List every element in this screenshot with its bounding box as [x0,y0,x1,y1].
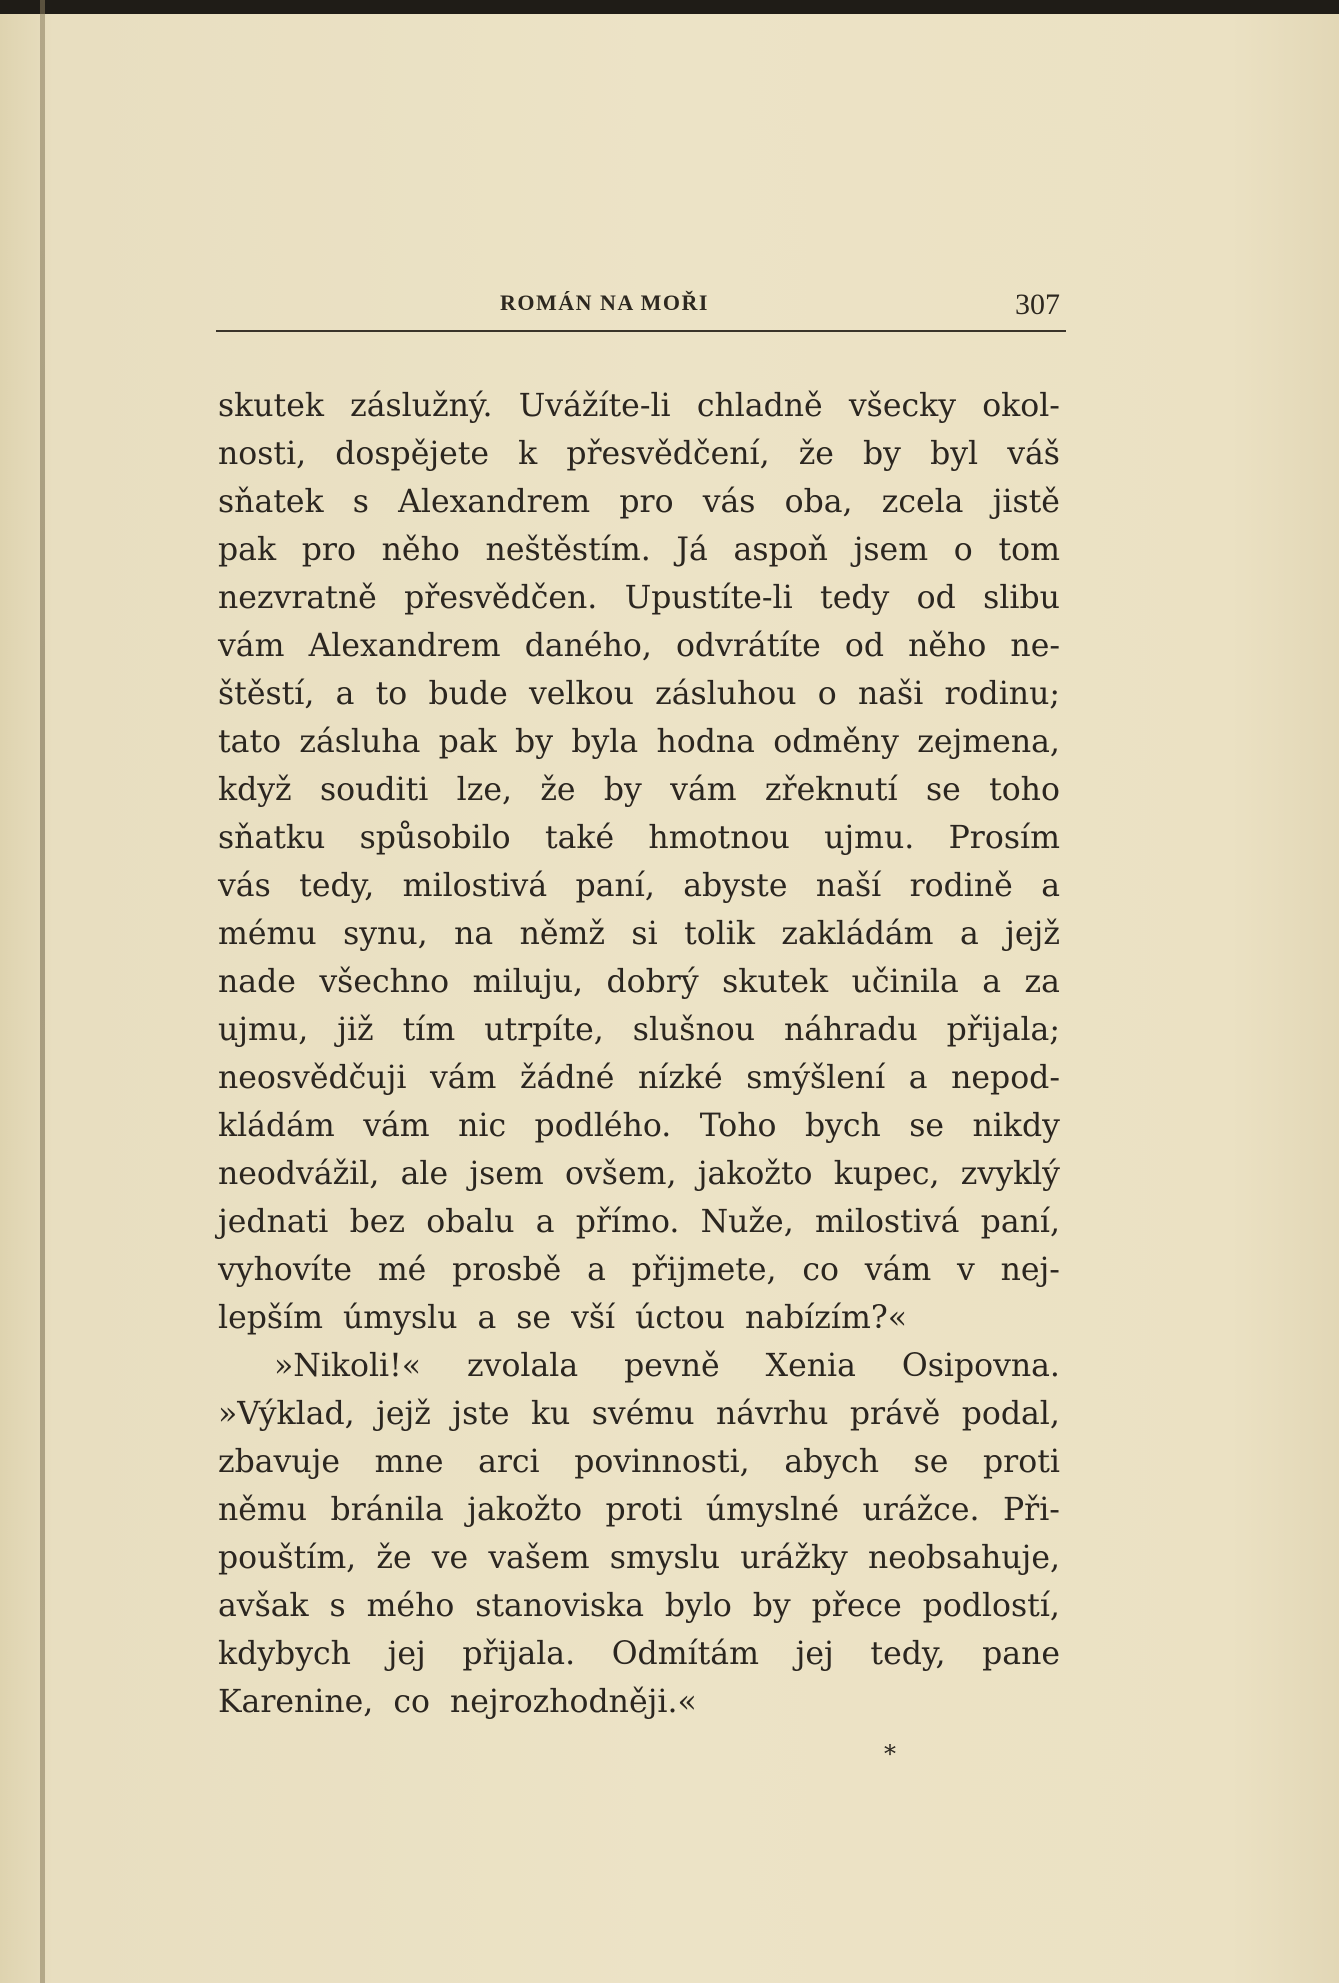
word: bych [804,1108,881,1144]
word: štěstí, [218,676,315,712]
word: podal, [961,1396,1060,1432]
word: přesvědčen. [404,580,598,616]
text-line [218,1438,1060,1486]
word: se [516,1300,552,1336]
word: mému [218,916,317,952]
word: bránila [330,1492,444,1528]
word: svému [591,1396,695,1432]
word: jej [387,1636,426,1672]
word: a [587,1252,606,1288]
word: úmyslné [705,1492,839,1528]
text-line [218,1630,1060,1678]
word: Nuže, [700,1204,794,1240]
word: vás [218,868,271,904]
word: urážce. [862,1492,980,1528]
word: to [375,676,408,712]
word: paní, [980,1204,1060,1240]
word: Karenine, [218,1684,374,1720]
word: smyslu [609,1540,721,1576]
word: jsem [469,1156,544,1192]
body-text [218,382,1060,1726]
word: tedy, [870,1636,946,1672]
word: chladně [696,388,823,424]
word: přijala; [946,1012,1060,1048]
word: dospějete [335,436,490,472]
word: vám [864,1252,932,1288]
word: úctou [635,1300,725,1336]
word: jakožto [697,1156,813,1192]
word: co [393,1684,430,1720]
word: ovšem, [565,1156,677,1192]
word: nezvratně [218,580,377,616]
word: a [335,676,355,712]
word: ujmu. [824,820,915,856]
word: byla [571,724,639,760]
word: něho [381,532,460,568]
word: »Výklad, [218,1396,355,1432]
word: zřeknutí [764,772,898,808]
word: ujmu, [218,1012,309,1048]
text-line [218,958,1060,1006]
word: přijala. [462,1636,576,1672]
word: proti [605,1492,683,1528]
text-line [218,478,1060,526]
word: pane [982,1636,1060,1672]
word: neodvážil, [218,1156,380,1192]
running-head: ROMÁN NA MOŘI [500,290,709,315]
word: již [337,1012,374,1048]
word: urážky [740,1540,848,1576]
word: kládám [218,1108,335,1144]
word: zakládám [781,916,934,952]
word: by [603,772,642,808]
word: nabízím?« [744,1300,907,1336]
word: návrhu [715,1396,829,1432]
word: Osipovna. [901,1348,1060,1384]
word: Alexandrem [308,628,501,664]
word: zvyklý [960,1156,1060,1192]
page-number: 307 [1015,288,1060,321]
word: arci [478,1444,540,1480]
word: že [540,772,576,808]
word: rodinu; [944,676,1060,712]
word: nej- [1000,1252,1060,1288]
text-line [218,910,1060,958]
text-line [218,1582,1060,1630]
word: velkou [529,676,634,712]
page-top-edge [0,0,1339,14]
printer-mark: * [884,1740,896,1768]
word: bude [428,676,508,712]
word: smýšlení [746,1060,886,1096]
word: naši [857,676,924,712]
word: k [518,436,538,472]
word: všechno [319,964,450,1000]
word: milostivá [402,868,548,904]
word: že [798,436,834,472]
word: lze, [456,772,512,808]
word: abyste [683,868,788,904]
word: rodině [909,868,1013,904]
word: oba, [784,484,853,520]
word: hodna [656,724,755,760]
word: nejrozhodněji.« [449,1684,697,1720]
text-line [218,766,1060,814]
word: tedy [820,580,890,616]
text-line [218,1246,1060,1294]
word: a [1041,868,1060,904]
text-line [218,1534,1060,1582]
word: vám [670,772,737,808]
word: na [454,916,494,952]
word: »Nikoli!« [274,1348,422,1384]
word: povinnosti, [574,1444,750,1480]
word: o [953,532,973,568]
word: jejž [1005,916,1060,952]
word: mé [377,1252,427,1288]
text-line [218,1102,1060,1150]
word: ale [400,1156,449,1192]
word: vyhovíte [218,1252,353,1288]
word: utrpíte, [484,1012,604,1048]
word: zásluhou [655,676,797,712]
word: Odmítám [611,1636,759,1672]
word: a [908,1060,928,1096]
word: Při- [1002,1492,1060,1528]
text-line [218,1006,1060,1054]
word: stanoviska [475,1588,644,1624]
word: naší [815,868,882,904]
text-line [218,1198,1060,1246]
word: jsem [853,532,929,568]
text-line [218,574,1060,622]
header-rule [216,330,1066,332]
word: odvrátíte [675,628,821,664]
text-line [218,670,1060,718]
text-line [218,1390,1060,1438]
word: vám [363,1108,430,1144]
word: kdybych [218,1636,351,1672]
word: vám [429,1060,497,1096]
word: v [957,1252,975,1288]
word: ne- [1010,628,1060,664]
word: prosbě [452,1252,562,1288]
word: neosvědčuji [218,1060,407,1096]
word: mne [374,1444,444,1480]
word: Alexandrem [398,484,591,520]
word: nepod- [951,1060,1060,1096]
word: všecky [848,388,957,424]
word: ku [530,1396,571,1432]
word: neobsahuje, [867,1540,1060,1576]
word: jste [452,1396,510,1432]
word: podlého. [534,1108,672,1144]
word: přijmete, [631,1252,777,1288]
word: synu, [343,916,428,952]
word: se [909,1108,945,1144]
text-line [218,622,1060,670]
word: Prosím [948,820,1060,856]
word: jakožto [467,1492,583,1528]
word: jejž [376,1396,431,1432]
word: odměny [773,724,899,760]
word: přímo. [575,1204,680,1240]
word: aspoň [733,532,828,568]
word: němž [519,916,605,952]
word: a [477,1300,497,1336]
word: něho [908,628,987,664]
word: jej [795,1636,834,1672]
word: neštěstím. [485,532,651,568]
word: pak [218,532,277,568]
word: hmotnou [648,820,790,856]
word: proti [983,1444,1060,1480]
word: pro [301,532,356,568]
word: tedy, [299,868,375,904]
text-line [218,862,1060,910]
page-header [216,282,1066,334]
word: Já [676,532,708,568]
word: také [544,820,615,856]
word: od [844,628,884,664]
word: jednati [218,1204,329,1240]
word: přece [811,1588,902,1624]
text-line [218,1150,1060,1198]
word: skutek [218,388,324,424]
word: by [515,724,553,760]
word: zejmena, [917,724,1060,760]
text-line [218,526,1060,574]
word: se [913,1444,949,1480]
word: milostivá [814,1204,960,1240]
word: obalu [426,1204,515,1240]
word: Xenia [765,1348,856,1384]
text-line [218,1486,1060,1534]
word: když [218,772,292,808]
text-line [218,382,1060,430]
word: tato [218,724,282,760]
word: náhradu [784,1012,918,1048]
word: pak [438,724,497,760]
word: pouštím, [218,1540,357,1576]
word: úmyslu [343,1300,458,1336]
word: ve [431,1540,469,1576]
word: za [1024,964,1060,1000]
word: záslužný. [350,388,493,424]
word: mého [366,1588,455,1624]
word: a [982,964,1002,1000]
word: zbavuje [218,1444,341,1480]
text-line [218,1294,1060,1342]
word: zcela [881,484,964,520]
word: spůsobilo [359,820,511,856]
word: by [752,1588,791,1624]
word: toho [989,772,1060,808]
word: kupec, [833,1156,940,1192]
text-line [218,1054,1060,1102]
text-line [218,718,1060,766]
word: dobrý [606,964,699,1000]
word: vám [218,628,285,664]
word: se [925,772,961,808]
word: tím [402,1012,456,1048]
word: okol- [982,388,1060,424]
word: nic [458,1108,507,1144]
word: a [535,1204,555,1240]
word: byl [930,436,979,472]
word: žádné [519,1060,615,1096]
word: daného, [524,628,652,664]
word: bylo [664,1588,732,1624]
word: souditi [319,772,429,808]
word: nikdy [972,1108,1060,1144]
word: pro [619,484,674,520]
word: miluju, [472,964,584,1000]
word: vší [571,1300,616,1336]
word: slušnou [632,1012,756,1048]
word: že [376,1540,412,1576]
word: avšak [218,1588,309,1624]
text-line [218,430,1060,478]
word: od [916,580,956,616]
word: váš [1007,436,1060,472]
word: Uvážíte-li [518,388,671,424]
word: tom [998,532,1060,568]
word: s [329,1588,346,1624]
word: tolik [684,916,755,952]
word: přesvědčení, [566,436,770,472]
word: Toho [699,1108,777,1144]
word: nosti, [218,436,307,472]
word: němu [218,1492,308,1528]
word: Upustíte-li [624,580,793,616]
word: sňatek [218,484,324,520]
word: učinila [851,964,959,1000]
text-line [218,1678,1060,1726]
page-binding-shadow [40,0,45,1983]
word: o [817,676,837,712]
word: slibu [983,580,1060,616]
word: zvolala [467,1348,579,1384]
word: by [863,436,901,472]
word: abych [784,1444,879,1480]
word: bez [349,1204,406,1240]
word: podlostí, [922,1588,1060,1624]
word: zásluha [299,724,421,760]
word: paní, [575,868,655,904]
word: vašem [488,1540,590,1576]
word: lepším [218,1300,323,1336]
word: nízké [637,1060,723,1096]
text-line [218,814,1060,862]
word: pevně [624,1348,720,1384]
text-line [218,1342,1060,1390]
word: sňatku [218,820,326,856]
word: co [802,1252,839,1288]
word: jistě [992,484,1060,520]
word: s [352,484,369,520]
word: si [631,916,658,952]
word: nade [218,964,296,1000]
word: skutek [722,964,829,1000]
word: vás [702,484,756,520]
word: a [959,916,979,952]
word: právě [849,1396,941,1432]
